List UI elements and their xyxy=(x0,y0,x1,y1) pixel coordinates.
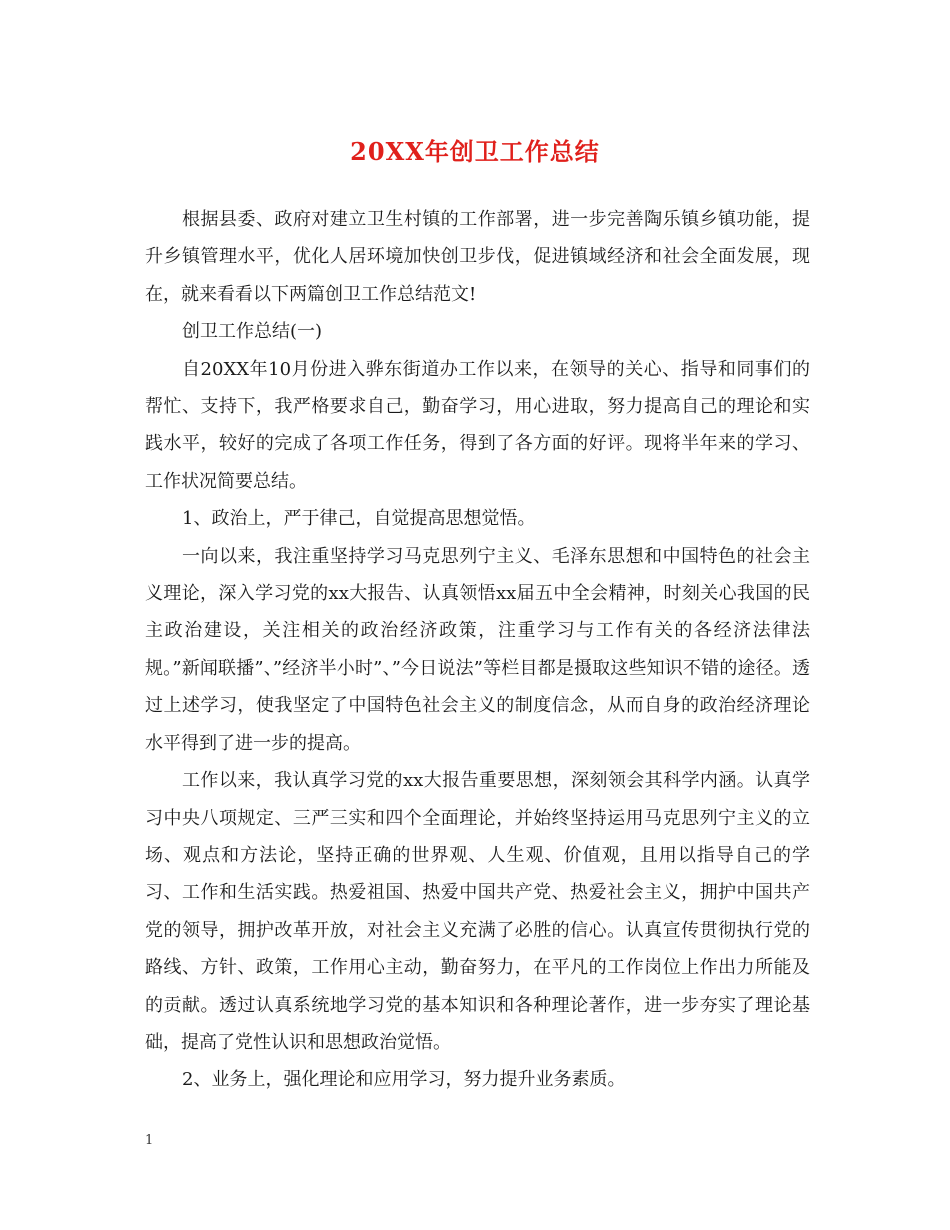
document-body xyxy=(145,201,810,1099)
point-heading-business: 2、业务上，强化理论和应用学习，努力提升业务素质。 xyxy=(182,1069,626,1091)
page-number: 1 xyxy=(145,1133,154,1148)
body-paragraph: 一向以来，我注重坚持学习马克思列宁主义、毛泽东思想和中国特色的社会主义理论，深入学习党的xx大报告、认真领悟xx届五中全会精神，时刻关心我国的民主政治建设，关注相关的政治经济政策，注重学习与工作有关的各经济法律法规。”新闻联播”、”经济半小时”、”今日说法”等栏目都是摄取这些知识不错的途径。透过上述学习，使我坚定了中国特色社会主义的制度信念，从而自身的政治经济理论水平得到了进一步的提高。 xyxy=(145,545,810,754)
intro-paragraph: 根据县委、政府对建立卫生村镇的工作部署，进一步完善陶乐镇乡镇功能，提升乡镇管理水平，优化人居环境加快创卫步伐，促进镇域经济和社会全面发展，现在，就来看看以下两篇创卫工作总结范文! xyxy=(145,209,810,305)
point-heading-politics: 1、政治上，严于律己，自觉提高思想觉悟。 xyxy=(182,508,536,530)
section-heading-summary-one: 创卫工作总结(一) xyxy=(182,321,323,343)
document-title: 20XX年创卫工作总结 xyxy=(350,137,600,166)
body-paragraph: 工作以来，我认真学习党的xx大报告重要思想，深刻领会其科学内涵。认真学习中央八项规定、三严三实和四个全面理论，并始终坚持运用马克思列宁主义的立场、观点和方法论，坚持正确的世界观、人生观、价值观，且用以指导自己的学习、工作和生活实践。热爱祖国、热爱中国共产党、热爱社会主义，拥护中国共产党的领导，拥护改革开放，对社会主义充满了必胜的信心。认真宣传贯彻执行党的路线、方针、政策，工作用心主动，勤奋努力，在平凡的工作岗位上作出力所能及的贡献。透过认真系统地学习党的基本知识和各种理论著作，进一步夯实了理论基础，提高了党性认识和思想政治觉悟。 xyxy=(145,770,810,1053)
body-paragraph: 自20XX年10月份进入骅东街道办工作以来，在领导的关心、指导和同事们的帮忙、支持下，我严格要求自己，勤奋学习，用心进取，努力提高自己的理论和实践水平，较好的完成了各项工作任务，得到了各方面的好评。现将半年来的学习、工作状况简要总结。 xyxy=(145,358,810,492)
